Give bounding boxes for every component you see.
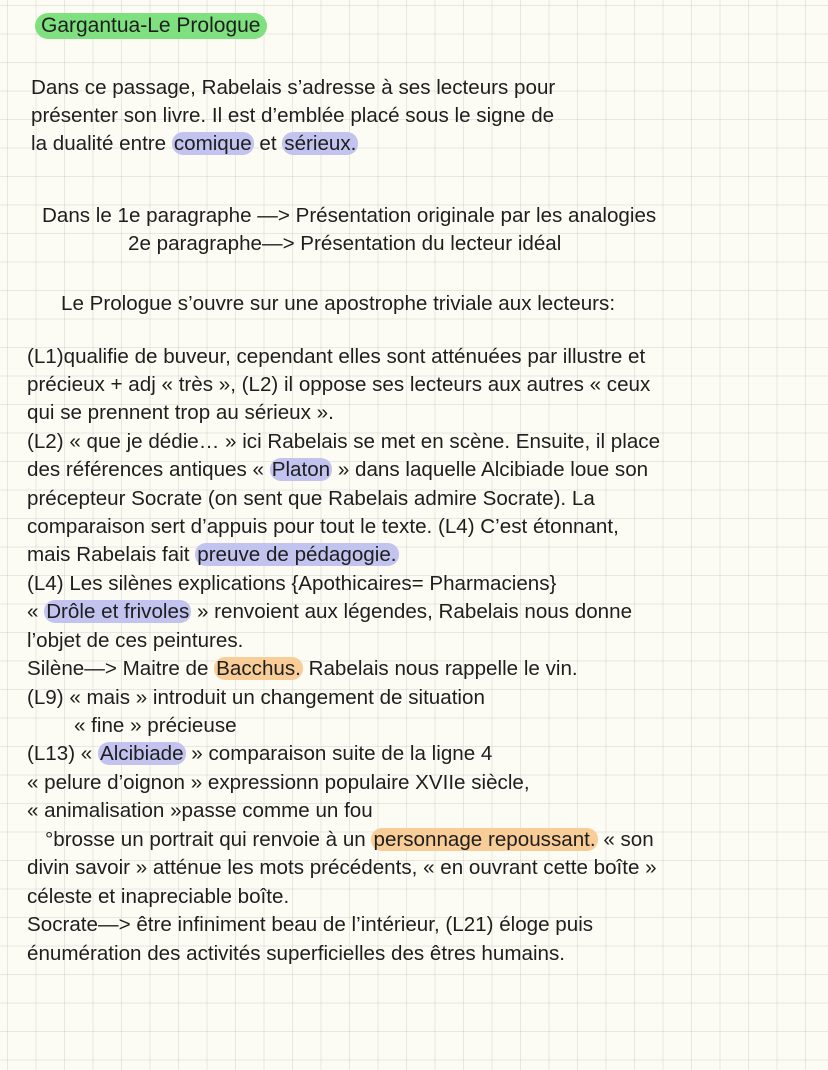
highlight-serieux: sérieux. (284, 132, 357, 155)
intro-line: Dans ce passage, Rabelais s’adresse à ses lecteurs pour (31, 76, 556, 99)
note-line: « fine » précieuse (74, 714, 237, 737)
note-line: (L13) « Alcibiade » comparaison suite de la ligne 4 (27, 742, 493, 765)
highlight-personnage-repoussant: personnage repoussant. (373, 828, 596, 851)
highlight-platon: Platon (271, 458, 331, 481)
intro-line: présenter son livre. Il est d’emblée placé sous le signe de (31, 104, 555, 127)
note-line: précepteur Socrate (on sent que Rabelais admire Socrate). La (27, 487, 595, 510)
page-title (40, 12, 267, 40)
note-line: Socrate—> être infiniment beau de l’intérieur, (L21) éloge puis (27, 913, 594, 936)
highlight-comique: comique (173, 132, 252, 155)
note-line: précieux + adj « très », (L2) il oppose ses lecteurs aux autres « ceux (27, 373, 651, 396)
note-line: « animalisation »passe comme un fou (27, 799, 373, 822)
note-line: (L9) « mais » introduit un changement de situation (27, 686, 485, 709)
note-line: « Drôle et frivoles » renvoient aux légendes, Rabelais nous donne (27, 600, 633, 623)
highlight-drole-frivoles: Drôle et frivoles (46, 600, 190, 623)
note-line: mais Rabelais fait preuve de pédagogie. (27, 543, 397, 566)
title-highlight: Gargantua-Le Prologue (35, 13, 267, 39)
note-line: comparaison sert d’appuis pour tout le texte. (L4) C’est étonnant, (27, 515, 619, 538)
plan-line: 2e paragraphe—> Présentation du lecteur idéal (128, 232, 562, 255)
note-line: énumération des activités superficielles des êtres humains. (27, 942, 565, 965)
note-line: (L4) Les silènes explications {Apothicaires= Pharmaciens} (27, 572, 557, 595)
highlight-bacchus: Bacchus. (216, 657, 301, 680)
note-line: divin savoir » atténue les mots précédents, « en ouvrant cette boîte » (27, 856, 657, 879)
note-line: Silène—> Maitre de Bacchus. Rabelais nous rappelle le vin. (27, 657, 578, 680)
highlight-pedagogie: preuve de pédagogie. (197, 543, 397, 566)
opening-line: Le Prologue s’ouvre sur une apostrophe triviale aux lecteurs: (61, 292, 616, 315)
note-line: l’objet de ces peintures. (27, 629, 244, 652)
note-line: (L2) « que je dédie… » ici Rabelais se met en scène. Ensuite, il place (27, 430, 661, 453)
note-line: des références antiques « Platon » dans laquelle Alcibiade loue son (27, 458, 649, 481)
note-line: qui se prennent trop au sérieux ». (27, 401, 334, 424)
note-line: « pelure d’oignon » expressionn populaire XVIIe siècle, (27, 771, 530, 794)
note-line: céleste et inapreciable boîte. (27, 885, 290, 908)
plan-line: Dans le 1e paragraphe —> Présentation originale par les analogies (42, 204, 657, 227)
note-line: °brosse un portrait qui renvoie à un personnage repoussant. « son (45, 828, 654, 851)
note-line: (L1)qualifie de buveur, cependant elles sont atténuées par illustre et (27, 345, 646, 368)
highlight-alcibiade: Alcibiade (99, 742, 184, 765)
intro-line: la dualité entre comique et sérieux. (31, 132, 357, 155)
